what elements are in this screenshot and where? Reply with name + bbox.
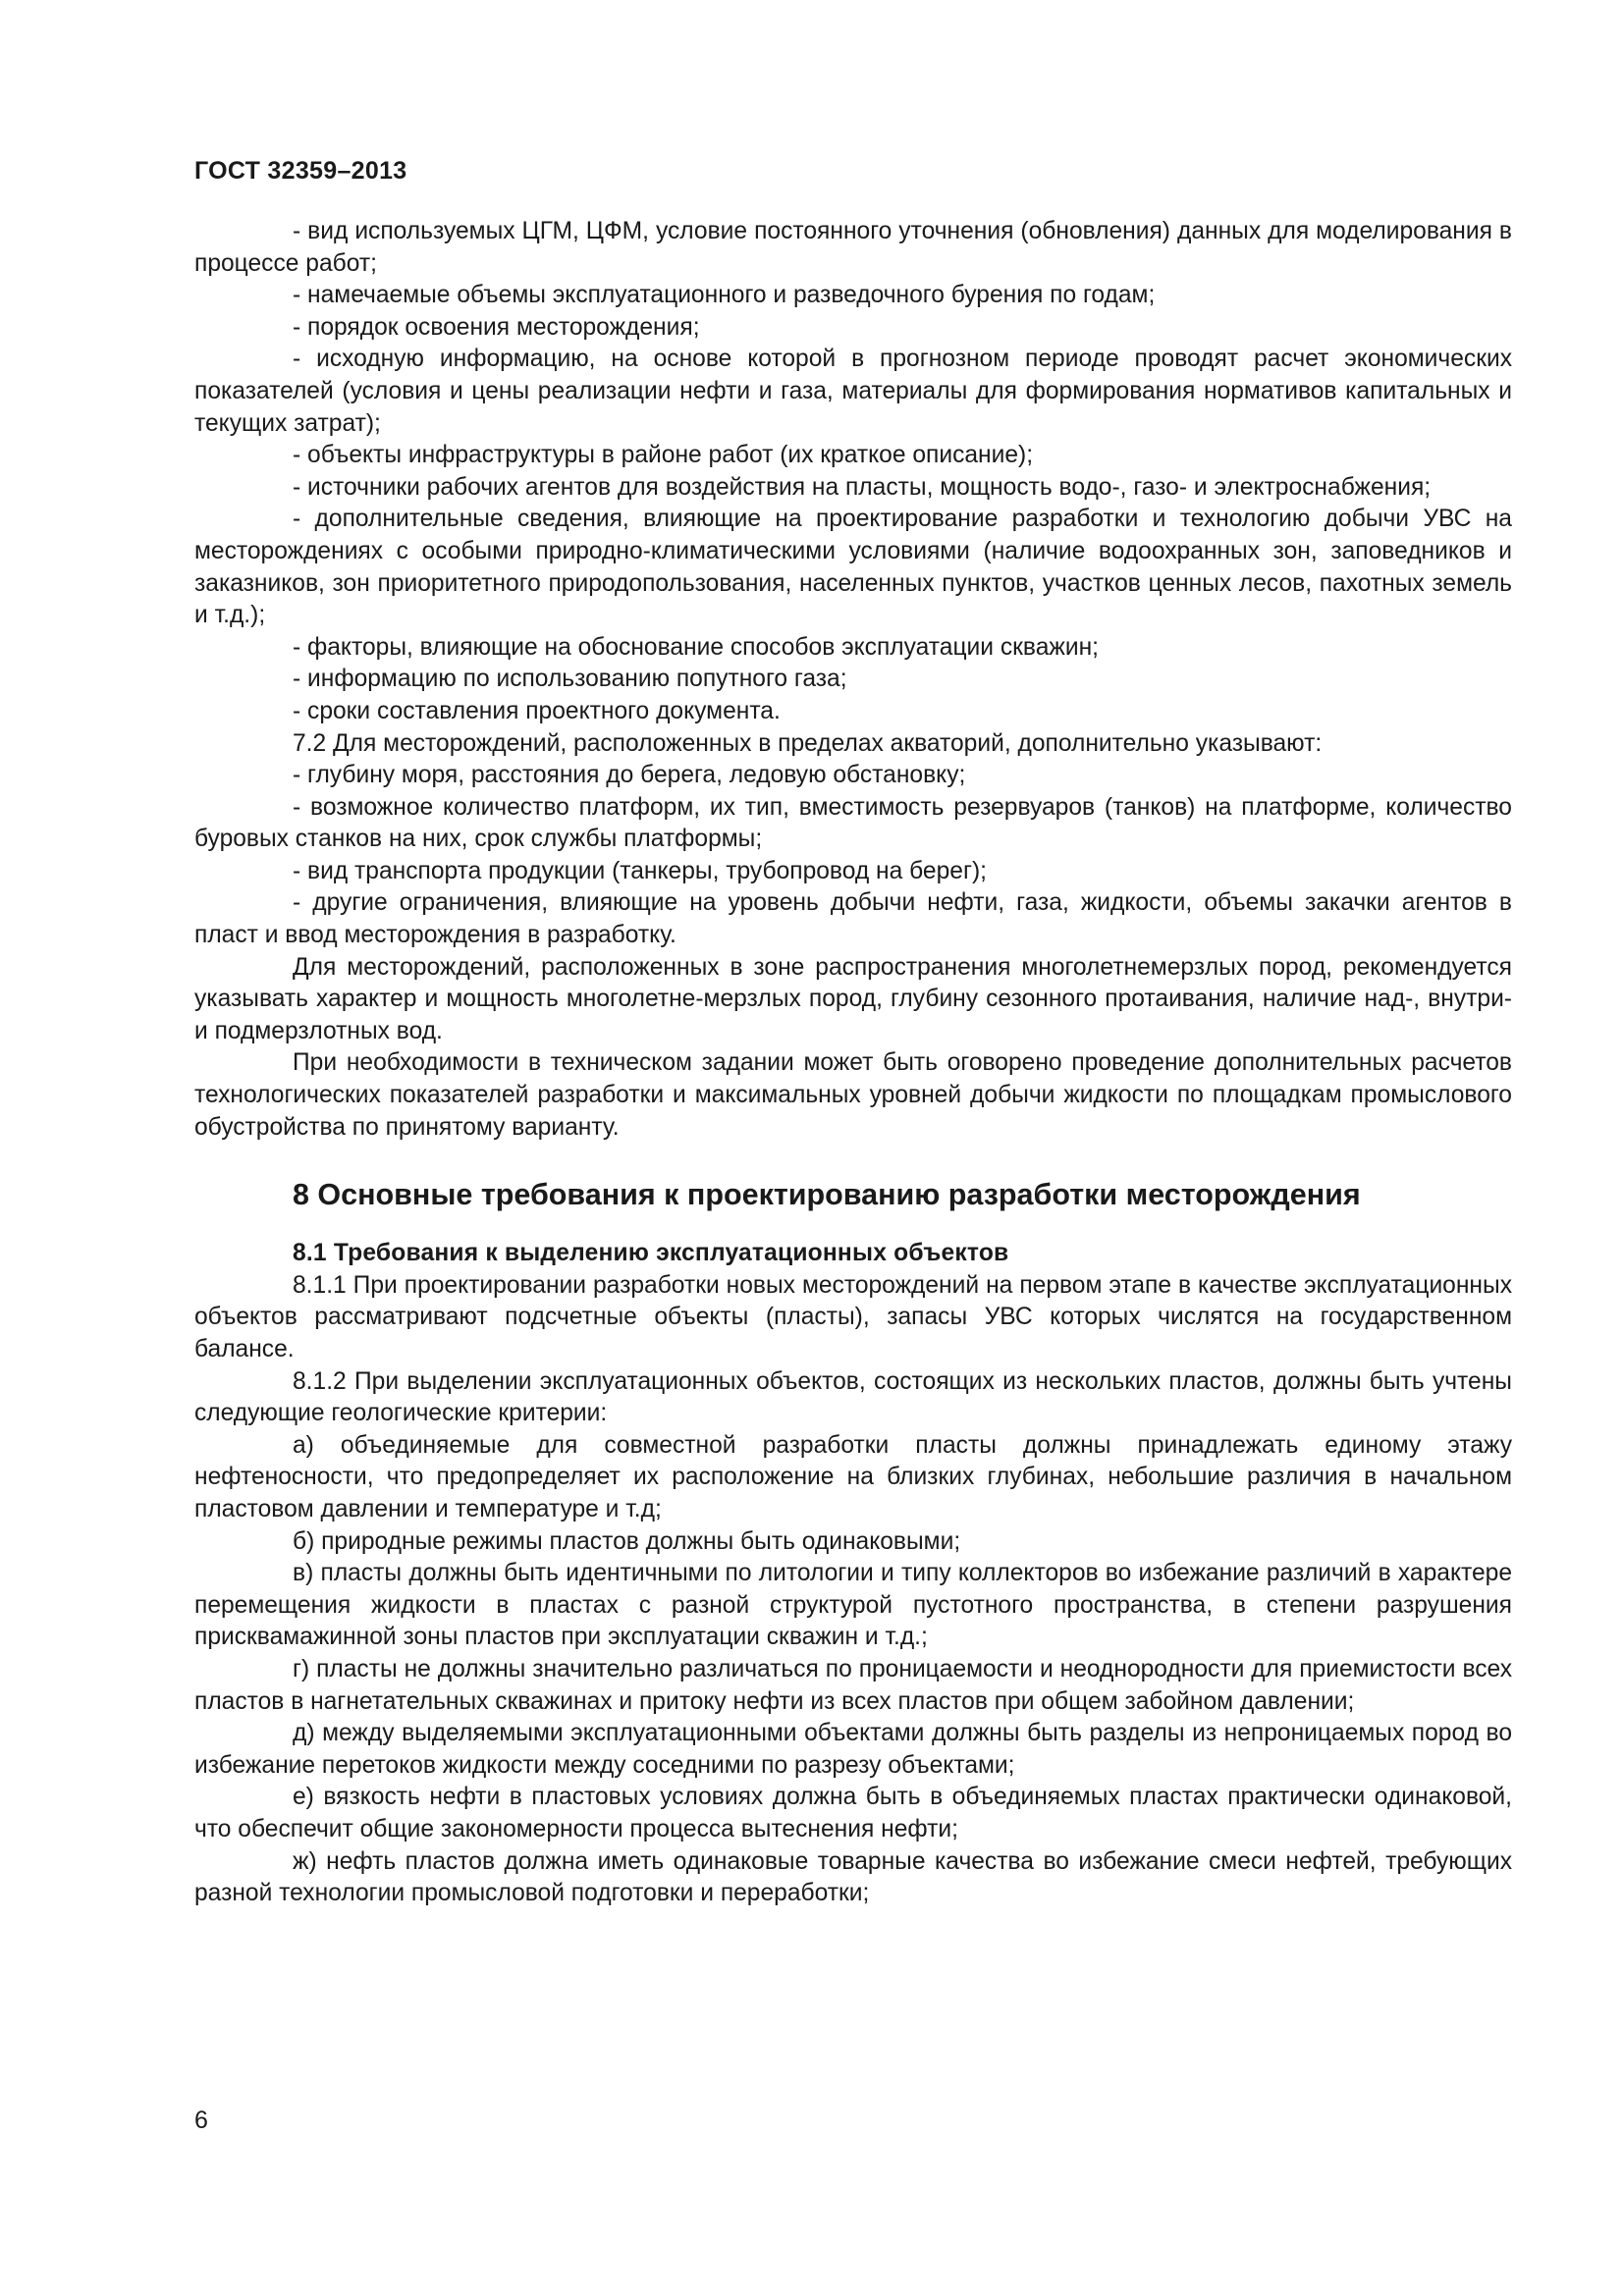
criterion-b: б) природные режимы пластов должны быть одинаковыми; <box>293 1527 961 1555</box>
list-item: - сроки составления проектного документа. <box>293 697 781 724</box>
criterion-a: а) объединяемые для совместной разработки пласты должны принадлежать единому этажу нефтеносности, что предопределяет их расположение на близких глубинах, небольшие различия в начальном пластовом давлении и температуре и т.д; <box>194 1431 1512 1522</box>
list-item: - факторы, влияющие на обоснование способов эксплуатации скважин; <box>293 633 1099 661</box>
criterion-d: д) между выделяемыми эксплуатационными объектами должны быть разделы из непроницаемых пород во избежание перетоков жидкости между соседними по разрезу объектами; <box>194 1720 1512 1779</box>
list-item: - источники рабочих агентов для воздействия на пласты, мощность водо-, газо- и электроснабжения; <box>293 473 1432 501</box>
list-item: - намечаемые объемы эксплуатационного и разведочного бурения по годам; <box>293 282 1156 309</box>
criterion-zh: ж) нефть пластов должна иметь одинаковые товарные качества во избежание смеси нефтей, требующих разной технологии промысловой подготовки и переработки; <box>194 1847 1512 1907</box>
list-item: - вид используемых ЦГМ, ЦФМ, условие постоянного уточнения (обновления) данных для моделирования в процессе работ; <box>194 218 1512 277</box>
clause-7-2: 7.2 Для месторождений, расположенных в пределах акваторий, дополнительно указывают: <box>293 729 1323 757</box>
criterion-v: в) пласты должны быть идентичными по литологии и типу коллекторов во избежание различий в характере перемещения жидкости в пластах с разной структурой пустотного пространства, в степени разрушения присквамажинной зоны пластов при эксплуатации скважин и т.д.; <box>194 1560 1512 1651</box>
list-item: - глубину моря, расстояния до берега, ледовую обстановку; <box>293 762 966 789</box>
page-number: 6 <box>194 2107 208 2134</box>
list-item: - информацию по использованию попутного газа; <box>293 666 847 693</box>
list-item: - объекты инфраструктуры в районе работ (их краткое описание); <box>293 442 1034 469</box>
body-paragraph: При необходимости в техническом задании может быть оговорено проведение дополнительных расчетов технологических показателей разработки и максимальных уровней добычи жидкости по площадкам промыслового обустройства по принятому варианту. <box>194 1049 1512 1141</box>
criterion-e: е) вязкость нефти в пластовых условиях должна быть в объединяемых пластах практически одинаковой, что обеспечит общие закономерности процесса вытеснения нефти; <box>194 1784 1512 1842</box>
list-item: - порядок освоения месторождения; <box>293 313 700 341</box>
clause-8-1-2: 8.1.2 При выделении эксплуатационных объектов, состоящих из нескольких пластов, должны быть учтены следующие геологические критерии: <box>194 1367 1512 1427</box>
list-item: - другие ограничения, влияющие на уровень добычи нефти, газа, жидкости, объемы закачки агентов в пласт и ввод месторождения в разработку. <box>194 889 1512 949</box>
list-item: - вид транспорта продукции (танкеры, трубопровод на берег); <box>293 857 987 884</box>
standard-designation: ГОСТ 32359–2013 <box>194 157 407 185</box>
list-item: - дополнительные сведения, влияющие на проектирование разработки и технологию добычи УВС на месторождениях с особыми природно-климатическими условиями (наличие водоохранных зон, заповедников и заказников, зон приоритетного природопользования, населенных пунктов, участков ценных лесов, пахотных земель и т.д.); <box>194 506 1512 629</box>
subsection-8-1-title: 8.1 Требования к выделению эксплуатационных объектов <box>293 1240 1009 1267</box>
list-item: - возможное количество платформ, их тип, вместимость резервуаров (танков) на платформе, количество буровых станков на них, срок службы платформы; <box>194 793 1512 853</box>
criterion-g: г) пласты не должны значительно различаться по проницаемости и неоднородности для приемистости всех пластов в нагнетательных скважинах и притоку нефти из всех пластов при общем забойном давлении; <box>194 1655 1512 1715</box>
document-body <box>194 216 1512 1910</box>
list-item: - исходную информацию, на основе которой в прогнозном периоде проводят расчет экономических показателей (условия и цены реализации нефти и газа, материалы для формирования нормативов капитальных и текущих затрат); <box>194 346 1512 437</box>
section-8-title: 8 Основные требования к проектированию разработки месторождения <box>293 1178 1361 1212</box>
body-paragraph: Для месторождений, расположенных в зоне распространения многолетнемерзлых пород, рекомендуется указывать характер и мощность многолетне-мерзлых пород, глубину сезонного протаивания, наличие над-, внутри- и подмерзлотных вод. <box>194 953 1512 1044</box>
clause-8-1-1: 8.1.1 При проектировании разработки новых месторождений на первом этапе в качестве эксплуатационных объектов рассматривают подсчетные объекты (пласты), запасы УВС которых числятся на государственном балансе. <box>194 1271 1512 1362</box>
